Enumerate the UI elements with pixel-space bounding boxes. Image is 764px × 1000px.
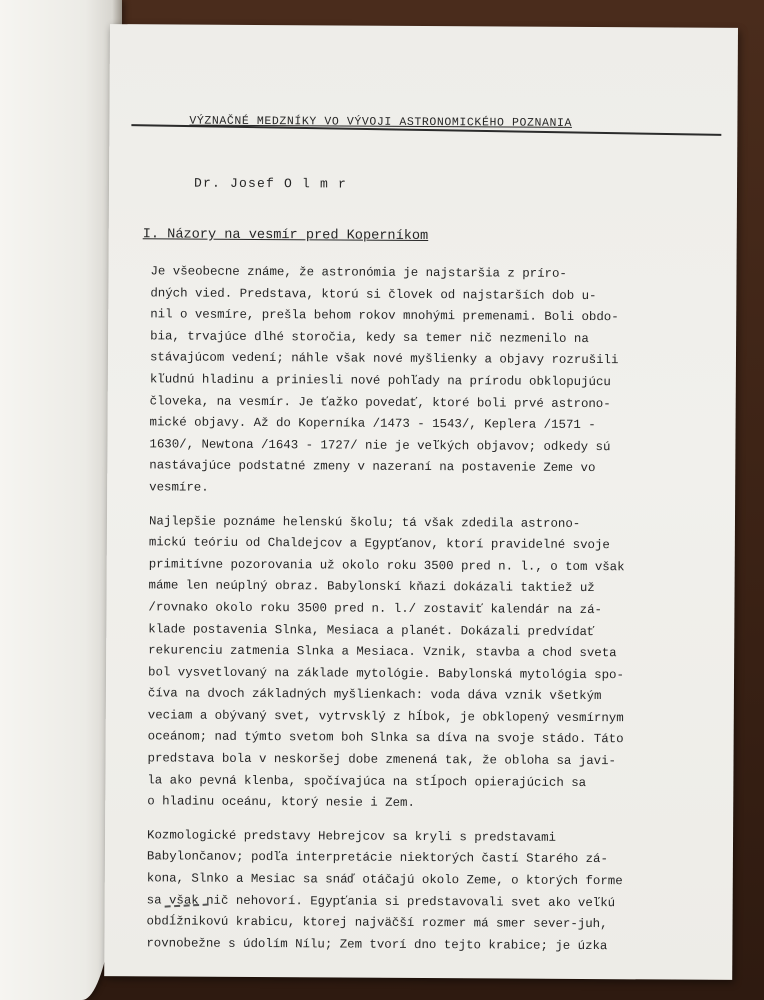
paragraph-2 <box>147 511 709 817</box>
text-line: Najlepšie poznáme helenskú školu; tá však zdedila astrono- <box>148 513 581 531</box>
text-line: dných vied. Predstava, ktorú si človek od najstarších dob u- <box>150 285 597 303</box>
text-line: kona, Slnko a Mesiac sa snáď otáčajú okolo Zeme, o ktorých forme <box>146 871 623 889</box>
text-line: človeka, na vesmír. Je ťažko povedať, ktoré boli prvé astrono- <box>149 393 611 411</box>
left-page-edge <box>0 0 122 1000</box>
text-line: kľudnú hladinu a priniesli nové pohľady na prírodu obklopujúcu <box>149 372 611 390</box>
text-line: bol vysvetlovaný na základe mytológie. Babylonská mytológia spo- <box>148 665 624 682</box>
text-line: bia, trvajúce dlhé storočia, kedy sa temer nič nezmenilo na <box>150 329 589 346</box>
text-line: oceánom; nad týmto svetom boh Slnka sa díva na svoje stádo. Táto <box>147 729 624 747</box>
text-line: nastávajúce podstatné zmeny v nazeraní na postavenie Zeme vo <box>149 458 596 476</box>
author-name: Dr. Josef O l m r <box>193 175 348 192</box>
text-line: Kozmologické predstavy Hebrejcov sa kryli s predstavami <box>147 828 557 845</box>
text-line: predstava bola v neskoršej dobe zmenená tak, že obloha sa javi- <box>147 751 617 769</box>
text-line: mickú teóriu od Chaldejcov a Egypťanov, ktorí pravidelné svoje <box>148 535 610 553</box>
body-text <box>146 261 710 958</box>
document-title: VÝZNAČNÉ MEDZNÍKY VO VÝVOJI ASTRONOMICKÉHO POZNANIA <box>189 114 573 130</box>
text-line: stávajúcom vedení; náhle však nové myšlienky a objavy rozrušili <box>149 350 619 368</box>
text-line: Babylončanov; podľa interpretácie niektorých častí Starého zá- <box>146 849 608 867</box>
text-line: vesmíre. <box>149 480 209 495</box>
text-line: máme len neúplný obraz. Babylonskí kňazi dokázali taktiež už <box>148 578 595 596</box>
paragraph-1 <box>149 261 710 502</box>
paragraph-3 <box>146 825 707 958</box>
text-line: la ako pevná klenba, spočívajúca na stĺpoch opierajúcich sa <box>147 772 587 790</box>
text-line: mické objavy. Až do Koperníka /1473 - 1543/, Keplera /1571 - <box>149 415 596 433</box>
text-line: primitívne pozorovania už okolo roku 3500 pred n. l., o tom však <box>148 557 625 574</box>
text-line: číva na dvoch základných myšlienkach: voda dáva vznik všetkým <box>147 686 602 704</box>
text-line: 1630/, Newtona /1643 - 1727/ nie je veľkých objavov; odkedy sú <box>149 437 611 454</box>
text-line: rekurenciu zatmenia Slnka a Mesiaca. Vznik, stavba a chod sveta <box>148 643 617 661</box>
text-line: Je všeobecne známe, že astronómia je najstaršia z príro- <box>150 264 567 281</box>
section-heading: I. Názory na vesmír pred Koperníkom <box>142 227 429 245</box>
text-line: sa však nič nehovorí. Egypťania si predstavovali svet ako veľkú <box>146 892 616 910</box>
text-line: klade postavenia Slnka, Mesiaca a planét. Dokázali predvídať <box>148 621 595 639</box>
text-line: obdĺžnikovú krabicu, ktorej najväčší rozmer má smer sever-juh, <box>146 914 608 932</box>
typewritten-page <box>104 24 738 980</box>
text-line: rovnobežne s údolím Nílu; Zem tvorí dno tejto krabice; je úzka <box>146 936 608 953</box>
text-line: o hladinu oceánu, ktorý nesie i Zem. <box>147 794 415 811</box>
text-line: veciam a obývaný svet, vytrvsklý z hĺbok, je obklopený vesmírnym <box>147 708 624 726</box>
text-line: nil o vesmíre, prešla behom rokov mnohými premenami. Boli obdo- <box>150 307 619 325</box>
text-line: /rovnako okolo roku 3500 pred n. l./ zostaviť kalendár na zá- <box>148 600 603 618</box>
